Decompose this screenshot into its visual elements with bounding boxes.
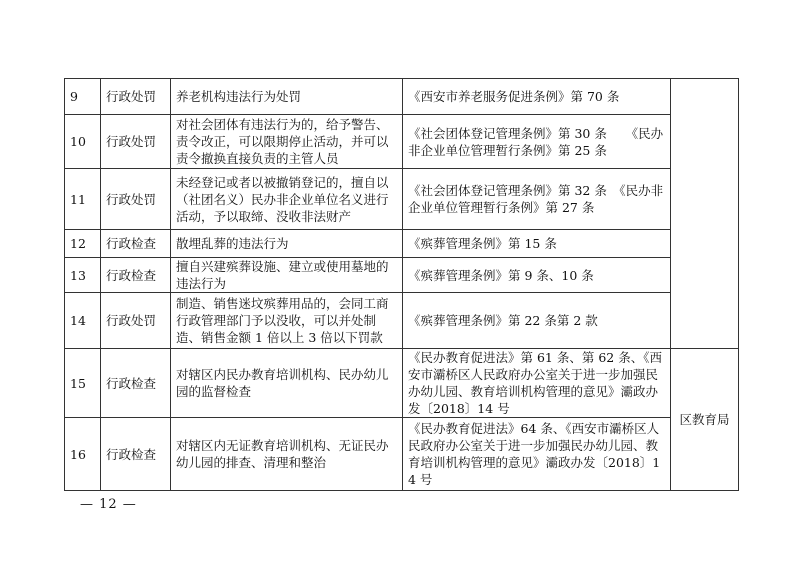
enforcement-content: 散埋乱葬的违法行为 [171, 230, 403, 258]
table-row [65, 418, 739, 491]
table-row [65, 169, 739, 230]
legal-basis: 《殡葬管理条例》第 15 条 [403, 230, 671, 258]
row-number: 11 [65, 169, 101, 230]
page-number: — 12 — [80, 497, 137, 512]
legal-basis: 《社会团体登记管理条例》第 32 条 《民办非企业单位管理暂行条例》第 27 条 [403, 169, 671, 230]
row-number: 12 [65, 230, 101, 258]
department-cell: 区教育局 [671, 349, 739, 491]
enforcement-content: 对辖区内无证教育培训机构、无证民办幼儿园的排查、清理和整治 [171, 418, 403, 491]
legal-basis: 《西安市养老服务促进条例》第 70 条 [403, 79, 671, 115]
enforcement-content: 擅自兴建殡葬设施、建立或使用墓地的违法行为 [171, 258, 403, 293]
row-number: 16 [65, 418, 101, 491]
table-row [65, 293, 739, 349]
row-number: 14 [65, 293, 101, 349]
enforcement-content: 对辖区内民办教育培训机构、民办幼儿园的监督检查 [171, 349, 403, 418]
enforcement-content: 对社会团体有违法行为的，给予警告、责令改正，可以限期停止活动，并可以责令撤换直接负责的主管人员 [171, 115, 403, 169]
row-number: 9 [65, 79, 101, 115]
enforcement-type: 行政检查 [101, 230, 171, 258]
enforcement-type: 行政检查 [101, 349, 171, 418]
legal-basis: 《民办教育促进法》64 条、《西安市灞桥区人民政府办公室关于进一步加强民办幼儿园、教育培训机构管理的意见》灞政办发〔2018〕14 号 [403, 418, 671, 491]
legal-basis: 《民办教育促进法》第 61 条、第 62 条、《西安市灞桥区人民政府办公室关于进一步加强民办幼儿园、教育培训机构管理的意见》灞政办发〔2018〕14 号 [403, 349, 671, 418]
enforcement-content: 未经登记或者以被撤销登记的，擅自以（社团名义）民办非企业单位名义进行活动，予以取缔、没收非法财产 [171, 169, 403, 230]
enforcement-type: 行政处罚 [101, 79, 171, 115]
table-row [65, 230, 739, 258]
row-number: 13 [65, 258, 101, 293]
enforcement-type: 行政处罚 [101, 293, 171, 349]
legal-basis: 《殡葬管理条例》第 9 条、10 条 [403, 258, 671, 293]
enforcement-type: 行政处罚 [101, 115, 171, 169]
department-cell-empty [671, 79, 739, 349]
enforcement-content: 养老机构违法行为处罚 [171, 79, 403, 115]
row-number: 10 [65, 115, 101, 169]
enforcement-type: 行政处罚 [101, 169, 171, 230]
enforcement-content: 制造、销售迷坟殡葬用品的，会同工商行政管理部门予以没收，可以并处制造、销售金额 1 倍以上 3 倍以下罚款 [171, 293, 403, 349]
legal-basis: 《社会团体登记管理条例》第 30 条 《民办非企业单位管理暂行条例》第 25 条 [403, 115, 671, 169]
enforcement-table [64, 78, 739, 491]
enforcement-type: 行政检查 [101, 418, 171, 491]
enforcement-type: 行政检查 [101, 258, 171, 293]
row-number: 15 [65, 349, 101, 418]
table-row [65, 349, 739, 418]
table-row [65, 258, 739, 293]
table-row [65, 79, 739, 115]
legal-basis: 《殡葬管理条例》第 22 条第 2 款 [403, 293, 671, 349]
table-row [65, 115, 739, 169]
